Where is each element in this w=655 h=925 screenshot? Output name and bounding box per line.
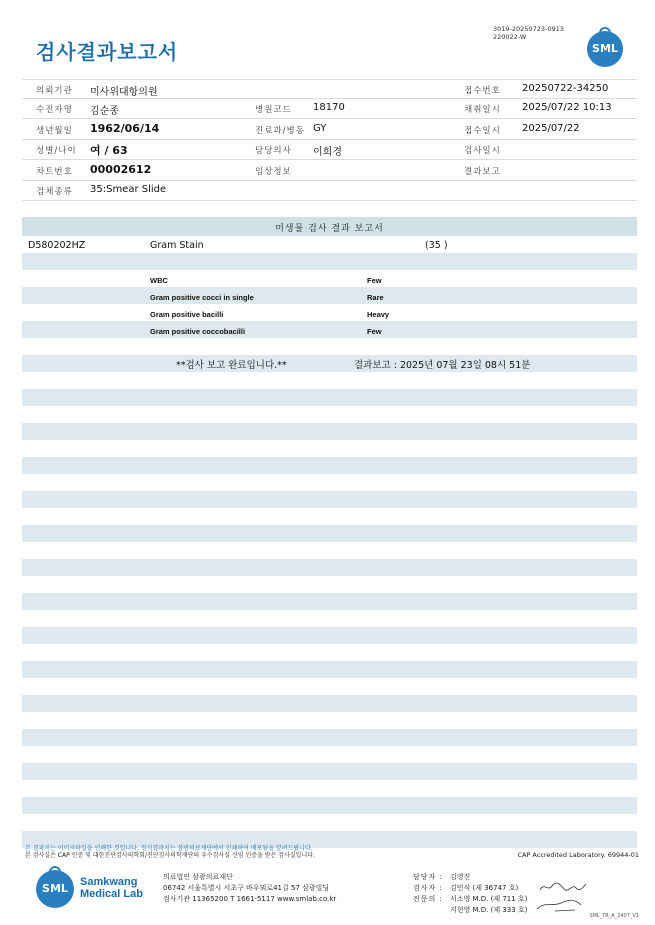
- staff-row: [413, 905, 527, 916]
- patient-info-row: [22, 120, 637, 140]
- staff-role: 검사자 :: [413, 884, 443, 892]
- field-label: 차트번호: [36, 167, 73, 177]
- staff-row: [413, 894, 527, 905]
- field-value: 18170: [313, 102, 345, 113]
- row-band: [22, 457, 637, 474]
- field-label: 의뢰기관: [36, 86, 73, 96]
- organism-amount: Few: [367, 327, 382, 336]
- staff-block: [413, 872, 527, 916]
- staff-name: 김영진: [450, 873, 471, 881]
- organism-amount: Rare: [367, 293, 384, 302]
- row-band: [22, 729, 637, 746]
- lab-address-block: [163, 872, 336, 905]
- accreditation-notice: 본 검사실은 CAP 인증 및 대한진단검사의학회/진단검사의학재단의 우수검사실 신임 인증을 받은 검사실입니다.: [25, 852, 315, 859]
- field-value: 이희경: [313, 147, 342, 158]
- row-band: [22, 559, 637, 576]
- organism-name: Gram positive cocci in single: [150, 293, 254, 302]
- field-label: 병원코드: [255, 105, 292, 115]
- row-band: [22, 797, 637, 814]
- staff-role: 담당자 :: [413, 873, 443, 881]
- patient-info-row: [22, 181, 637, 201]
- contact-info: 검사기관 11365200 T 1661-5117 www.smlab.co.kr: [163, 895, 337, 903]
- report-time: 결과보고 : 2025년 07월 23일 08시 51분: [354, 360, 531, 371]
- row-band: [22, 627, 637, 644]
- image-print-notice: 본 결과지는 이미지파일을 인쇄한 것입니다. 정식결과지는 삼광의료재단에서 인쇄하여 배포됨을 알려드립니다.: [25, 845, 313, 852]
- field-label: 수진자명: [36, 105, 73, 115]
- field-value: GY: [313, 123, 327, 134]
- staff-row: [413, 883, 527, 894]
- signature-1: [538, 880, 588, 894]
- row-band: [22, 423, 637, 440]
- row-band: [22, 661, 637, 678]
- test-code: D580202HZ: [28, 240, 86, 251]
- patient-info-row: [22, 161, 637, 181]
- organism-name: Gram positive bacilli: [150, 310, 224, 319]
- field-value: 김순종: [90, 106, 119, 117]
- field-label: 검체종류: [36, 187, 73, 197]
- field-value: 20250722-34250: [522, 83, 609, 94]
- patient-info-row: [22, 79, 637, 99]
- form-id: SML_TR_A_2407_V1: [589, 913, 639, 919]
- staff-row: [413, 872, 527, 883]
- document-id: [493, 25, 564, 41]
- patient-info-row: [22, 99, 637, 119]
- document-id-line1: 3019-20250723-0913: [493, 25, 564, 33]
- field-label: 검사일시: [464, 146, 501, 156]
- cap-accreditation: CAP Accredited Laboratory. 69944-01: [517, 851, 639, 859]
- brand-line2: Medical Lab: [80, 888, 143, 900]
- report-section-header: [22, 217, 637, 236]
- patient-info-row: [22, 140, 637, 160]
- field-value: 미사위대항의원: [90, 87, 158, 98]
- test-name: Gram Stain: [150, 240, 204, 251]
- page-title: 검사결과보고서: [36, 40, 179, 64]
- row-band: [22, 695, 637, 712]
- brand-name: [80, 876, 143, 900]
- address: 06742 서울특별시 서초구 바우뫼로41길 57 삼광빌딩: [163, 884, 330, 892]
- field-label: 성별/나이: [36, 146, 77, 156]
- brand-line1: Samkwang: [80, 876, 138, 888]
- sml-logo: SML: [587, 31, 623, 67]
- row-band: [22, 389, 637, 406]
- staff-name: 서소영 M.D. (제 711 호): [450, 895, 528, 903]
- staff-role: 전문의 :: [413, 895, 443, 903]
- row-band: [22, 253, 637, 270]
- document-id-line2: 220022-W: [493, 33, 527, 41]
- row-band: [22, 321, 637, 338]
- organism-amount: Few: [367, 276, 382, 285]
- row-band: [22, 763, 637, 780]
- row-band: [22, 355, 637, 372]
- row-band: [22, 491, 637, 508]
- organism-name: WBC: [150, 276, 168, 285]
- staff-name: 김민식 (제 36747 호): [450, 884, 519, 892]
- field-value: 2025/07/22 10:13: [522, 102, 612, 113]
- field-label: 생년월일: [36, 126, 73, 136]
- field-label: 접수번호: [464, 86, 501, 96]
- field-value: 2025/07/22: [522, 123, 580, 134]
- test-number: (35 ): [425, 240, 448, 251]
- field-label: 담당의사: [255, 146, 292, 156]
- field-value: 여 / 63: [90, 144, 128, 157]
- field-value: 1962/06/14: [90, 122, 160, 135]
- row-band: [22, 525, 637, 542]
- field-label: 결과보고: [464, 167, 501, 177]
- org-name: 의료법인 삼광의료재단: [163, 873, 233, 881]
- organism-amount: Heavy: [367, 310, 390, 319]
- organism-name: Gram positive coccobacilli: [150, 327, 246, 336]
- field-label: 접수일시: [464, 126, 501, 136]
- footer-sml-logo: SML: [36, 870, 74, 908]
- row-band: [22, 593, 637, 610]
- field-value: 00002612: [90, 163, 152, 176]
- signature-2: [535, 895, 585, 915]
- field-label: 진료과/병동: [255, 126, 305, 136]
- report-section-title: 미생물 검사 결과 보고서: [275, 224, 384, 234]
- field-value: 35:Smear Slide: [90, 184, 167, 195]
- field-label: 채취일시: [464, 105, 501, 115]
- staff-name: 지현영 M.D. (제 333 호): [450, 906, 528, 914]
- row-band: [22, 287, 637, 304]
- report-complete-message: **검사 보고 완료입니다.**: [176, 360, 287, 371]
- field-label: 임상정보: [255, 167, 292, 177]
